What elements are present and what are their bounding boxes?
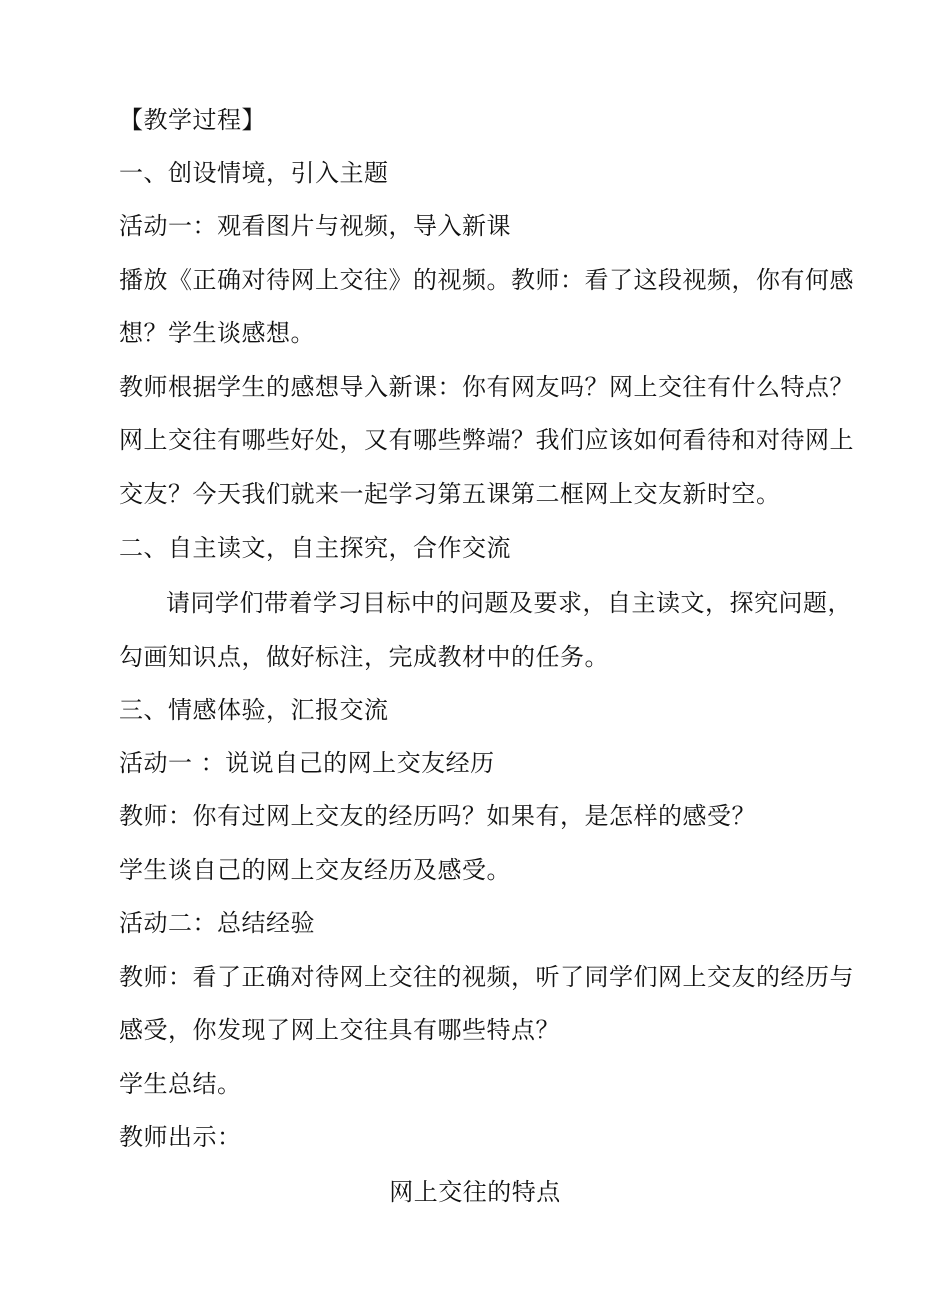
paragraph-line: 教师：你有过网上交友的经历吗？如果有，是怎样的感受？ <box>119 802 756 830</box>
paragraph-line: 学生总结。 <box>119 1070 242 1098</box>
paragraph-line: 学生谈自己的网上交友经历及感受。 <box>119 856 511 884</box>
paragraph-line: 二、自主读文，自主探究，合作交流 <box>119 534 511 562</box>
paragraph-line: 教师：看了正确对待网上交往的视频，听了同学们网上交友的经历与 <box>119 963 854 991</box>
section-heading: 【教学过程】 <box>119 106 266 134</box>
paragraph-line: 感受，你发现了网上交往具有哪些特点？ <box>119 1016 560 1044</box>
paragraph-line: 播放《正确对待网上交往》的视频。教师：看了这段视频，你有何感 <box>119 266 854 294</box>
paragraph-line: 三、情感体验，汇报交流 <box>119 696 389 724</box>
paragraph-line: 活动一：观看图片与视频，导入新课 <box>119 212 511 240</box>
paragraph-line: 教师根据学生的感想导入新课：你有网友吗？网上交往有什么特点？ <box>119 373 854 401</box>
paragraph-line: 勾画知识点，做好标注，完成教材中的任务。 <box>119 643 609 671</box>
paragraph-line: 一、创设情境，引入主题 <box>119 159 389 187</box>
paragraph-line: 教师出示： <box>119 1123 242 1151</box>
paragraph-line: 活动二：总结经验 <box>119 909 315 937</box>
paragraph-line: 活动一 ：说说自己的网上交友经历 <box>119 749 495 777</box>
paragraph-line: 想？学生谈感想。 <box>119 319 315 347</box>
centered-title: 网上交往的特点 <box>389 1178 561 1206</box>
paragraph-line: 交友？今天我们就来一起学习第五课第二框网上交友新时空。 <box>119 480 781 508</box>
paragraph-line: 请同学们带着学习目标中的问题及要求，自主读文，探究问题， <box>166 589 852 617</box>
paragraph-line: 网上交往有哪些好处，又有哪些弊端？我们应该如何看待和对待网上 <box>119 426 854 454</box>
